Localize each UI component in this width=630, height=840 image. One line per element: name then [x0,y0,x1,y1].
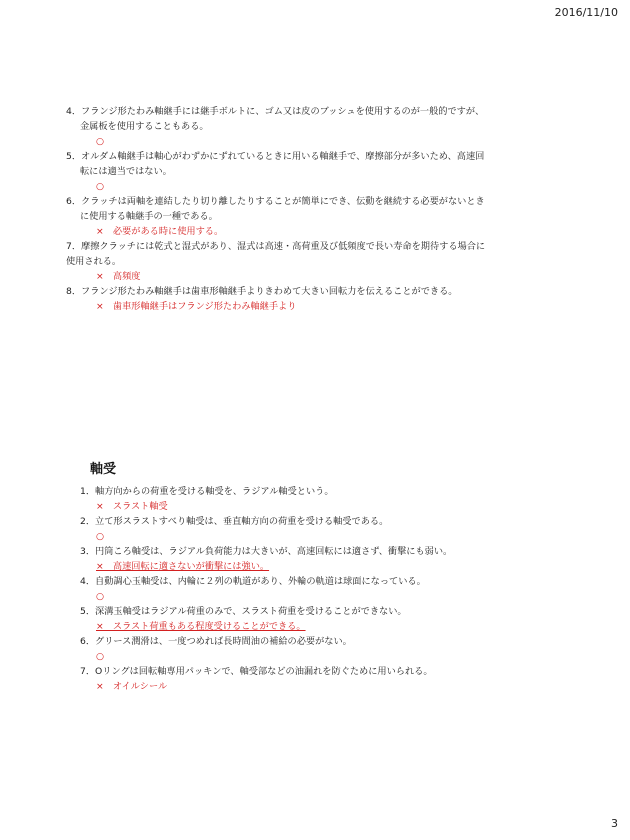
bearing-question-4: 4．自動調心玉軸受は、内輪に２列の軌道があり、外輪の軌道は球面になっている。 [80,576,426,587]
bearing-question-1: 1．軸方向からの荷重を受ける軸受を、ラジアル軸受という。 [80,486,334,497]
bearing-answer-5 [66,619,566,634]
section-heading-bearings: 軸受 [90,462,117,477]
question-4-continued: 金属板を使用することもある。 [80,121,209,132]
bearing-question-6: 6．グリース潤滑は、一度つめれば長時間油の補給の必要がない。 [80,636,352,647]
question-5-continued: 転には適当ではない。 [80,166,172,177]
bearing-question-5: 5．深溝玉軸受はラジアル荷重のみで、スラスト荷重を受けることができない。 [80,606,407,617]
date-label: 2016/11/10 [554,6,618,19]
answer-6: × 必要がある時に使用する。 [96,226,224,237]
question-5: 5．オルダム軸継手は軸心がわずかにずれているときに用いる軸継手で、摩擦部分が多いため、高速回 [66,151,485,162]
bearing-answer-1: × スラスト軸受 [96,501,168,512]
bearing-answer-3-text: × 高速回転に適さないが衝撃には強い。 [96,561,270,572]
bearing-question-3: 3．円筒ころ軸受は、ラジアル負荷能力は大きいが、高速回転には適さず、衝撃にも弱い。 [80,546,453,557]
bearing-answer-2: ○ [96,531,105,542]
answer-8: × 歯車形軸継手はフランジ形たわみ軸継手より [96,301,297,312]
answer-4: ○ [96,136,105,147]
bearing-answer-3 [66,559,566,574]
question-7: 7．摩擦クラッチには乾式と湿式があり、湿式は高速・高荷重及び低頻度で長い寿命を期待する場合に [66,241,486,252]
page-number: 3 [611,817,618,830]
bearing-answer-4: ○ [96,591,105,602]
bearing-question-2: 2．立て形スラストすべり軸受は、垂直軸方向の荷重を受ける軸受である。 [80,516,389,527]
question-6: 6．クラッチは両軸を連結したり切り離したりすることが簡単にでき、伝動を継続する必要がないとき [66,196,485,207]
question-6-continued: に使用する軸継手の一種である。 [80,211,218,222]
bearing-question-7: 7．Oリングは回転軸専用パッキンで、軸受部などの油漏れを防ぐために用いられる。 [80,666,433,677]
bearing-questions [66,484,566,694]
answer-7: × 高頻度 [96,271,141,282]
question-4: 4．フランジ形たわみ軸継手には継手ボルトに、ゴム又は皮のブッシュを使用するのが一般的ですが、 [66,106,485,117]
question-8: 8．フランジ形たわみ軸継手は歯車形軸継手よりきわめて大きい回転力を伝えることができる。 [66,286,458,297]
question-7-continued: 使用される。 [66,256,122,267]
bearing-answer-6: ○ [96,651,105,662]
bearing-answer-5-text: × スラスト荷重もある程度受けることができる。 [96,621,306,632]
bearing-answer-7: × オイルシール [96,681,168,692]
coupling-questions [66,104,566,314]
answer-5: ○ [96,181,105,192]
